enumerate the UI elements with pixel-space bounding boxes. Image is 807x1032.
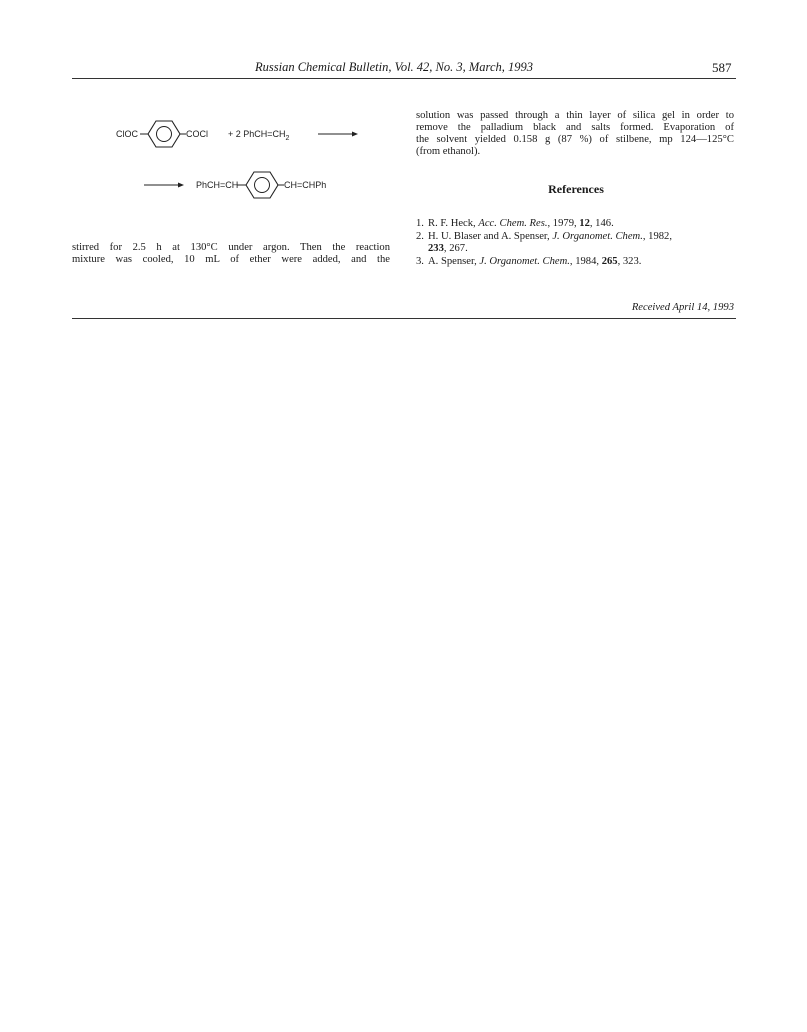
scheme-product-left: PhCH=CH [196, 180, 239, 190]
references-heading: References [548, 182, 604, 196]
scheme-product-right: CH=CHPh [284, 180, 327, 190]
header-rule [72, 78, 736, 79]
reference-item: 1. R. F. Heck, Acc. Chem. Res., 1979, 12, 146. [416, 218, 614, 229]
right-line-4: (from ethanol). [416, 146, 481, 157]
left-line-1: stirred for 2.5 h at 130°C under argon. Then the reaction [72, 242, 390, 253]
right-line-2: remove the palladium black and salts formed. Evaporation of [416, 122, 734, 133]
scheme-reactant-left: ClOC [116, 129, 138, 139]
footer-rule [72, 318, 736, 319]
reaction-arrow-top [318, 132, 358, 137]
reaction-scheme [72, 100, 402, 220]
right-column-text [416, 110, 734, 158]
scheme-reagent: + 2 $PhCH=CH_2$ [228, 129, 290, 142]
journal-header: Russian Chemical Bulletin, Vol. 42, No. 3, March, 1993 [255, 60, 533, 74]
references-list [416, 218, 736, 269]
reference-item: 3. A. Spenser, J. Organomet. Chem., 1984, 265, 323. [416, 256, 642, 267]
received-date: Received April 14, 1993 [631, 302, 734, 313]
benzene-ring-bottom [246, 172, 278, 198]
benzene-ring-top [148, 121, 180, 147]
left-line-2: mixture was cooled, 10 mL of ether were added, and the [72, 254, 390, 265]
page-number: 587 [712, 60, 732, 75]
scheme-reactant-right: COCl [186, 129, 208, 139]
reaction-arrow-bottom [144, 183, 184, 188]
right-line-1: solution was passed through a thin layer of silica gel in order to [416, 110, 734, 121]
left-column-text [72, 242, 390, 266]
reference-item: 2. H. U. Blaser and A. Spenser, J. Organomet. Chem., 1982, 233, 267. [416, 231, 672, 254]
right-line-3: the solvent yielded 0.158 g (87 %) of stilbene, mp 124—125°C [416, 134, 734, 145]
